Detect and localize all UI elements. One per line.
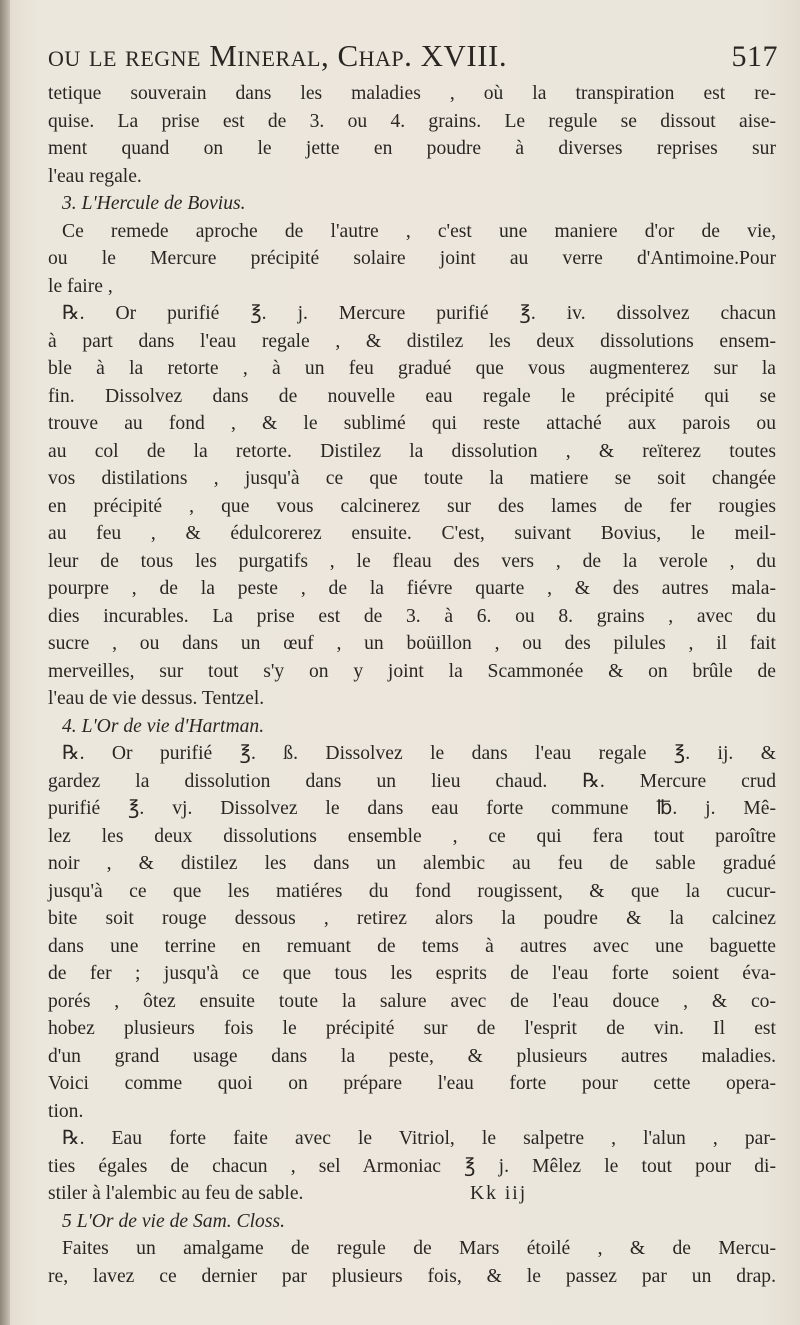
- text-line: sucre , ou dans un œuf , un boüillon , ou des pilules , il fait: [48, 633, 776, 654]
- text-line: l'eau de vie dessus. Tentzel.: [48, 688, 265, 709]
- text-line: tion.: [48, 1100, 84, 1122]
- text-line: dies incurables. La prise est de 3. à 6. ou 8. grains , avec du: [48, 605, 776, 627]
- text-line: de fer ; jusqu'à ce que tous les esprits de l'eau forte soient éva-: [48, 963, 776, 984]
- text-line: Ce remede aproche de l'autre , c'est une maniere d'or de vie,: [62, 220, 776, 242]
- text-line: tetique souverain dans les maladies , où la transpiration est re-: [48, 83, 776, 104]
- page-number: 517: [731, 40, 778, 73]
- signature-mark: Kk iij: [470, 1183, 528, 1204]
- text-line: au col de la retorte. Distilez la dissolution , & reïterez toutes: [48, 440, 776, 462]
- text-line: en précipité , que vous calcinerez sur des lames de fer rougies: [48, 495, 776, 517]
- text-line: ℞. Eau forte faite avec le Vitriol, le salpetre , l'alun , par-: [62, 1128, 776, 1149]
- text-line: ties égales de chacun , sel Armoniac ℥ j. Mêlez le tout pour di-: [48, 1155, 776, 1177]
- page-gutter: [0, 0, 10, 1325]
- text-line: ℞. Or purifié ℥. j. Mercure purifié ℥. iv. dissolvez chacun: [62, 303, 776, 324]
- text-line: stiler à l'alembic au feu de sable.: [48, 1183, 304, 1204]
- text-line: leur de tous les purgatifs , le fleau des vers , de la verole , du: [48, 550, 776, 572]
- text-line: ble à la retorte , à un feu gradué que vous augmenterez sur la: [48, 358, 776, 379]
- text-line: pourpre , de la peste , de la fiévre quarte , & des autres mala-: [48, 578, 776, 599]
- text-line: purifié ℥. vj. Dissolvez le dans eau forte commune ℔. j. Mê-: [48, 798, 776, 819]
- running-header: [48, 38, 778, 74]
- text-line: Faites un amalgame de regule de Mars étoilé , & de Mercu-: [62, 1238, 776, 1259]
- text-line: lez les deux dissolutions ensemble , ce qui fera tout paroître: [48, 825, 776, 847]
- text-line: 5 L'Or de vie de Sam. Closs.: [62, 1210, 285, 1232]
- text-line: le faire ,: [48, 275, 113, 297]
- text-line: ou le Mercure précipité solaire joint au verre d'Antimoine.Pour: [48, 248, 776, 269]
- text-line: ment quand on le jette en poudre à diverses reprises sur: [48, 138, 776, 159]
- text-line: re, lavez ce dernier par plusieurs fois, & le passez par un drap.: [48, 1265, 776, 1287]
- text-line: noir , & distilez les dans un alembic au feu de sable gradué: [48, 853, 776, 874]
- text-line: l'eau regale.: [48, 165, 142, 187]
- text-line: fin. Dissolvez dans de nouvelle eau regale le précipité qui se: [48, 385, 776, 407]
- text-line: merveilles, sur tout s'y on y joint la Scammonée & on brûle de: [48, 660, 776, 682]
- text-line: hobez plusieurs fois le précipité sur de l'esprit de vin. Il est: [48, 1018, 776, 1039]
- text-line: 3. L'Hercule de Bovius.: [62, 193, 246, 214]
- text-line: gardez la dissolution dans un lieu chaud. ℞. Mercure crud: [48, 770, 776, 792]
- running-title: ou le regne Mineral, Chap. XVIII.: [48, 38, 508, 73]
- text-line: dans une terrine en remuant de tems à autres avec une baguette: [48, 935, 776, 957]
- text-line: au feu , & édulcorerez ensuite. C'est, suivant Bovius, le meil-: [48, 523, 776, 544]
- text-line: d'un grand usage dans la peste, & plusieurs autres maladies.: [48, 1045, 776, 1067]
- text-line: porés , ôtez ensuite toute la salure avec de l'eau douce , & co-: [48, 990, 776, 1012]
- text-line: à part dans l'eau regale , & distilez les deux dissolutions ensem-: [48, 330, 776, 352]
- text-line: jusqu'à ce que les matiéres du fond rougissent, & que la cucur-: [48, 880, 776, 902]
- text-line: vos distilations , jusqu'à ce que toute la matiere se soit changée: [48, 468, 776, 489]
- text-line: quise. La prise est de 3. ou 4. grains. Le regule se dissout aise-: [48, 110, 776, 132]
- text-line: trouve au fond , & le sublimé qui reste attaché aux parois ou: [48, 413, 776, 434]
- text-line: bite soit rouge dessous , retirez alors la poudre & la calcinez: [48, 908, 776, 929]
- body-text: [48, 80, 776, 1290]
- text-line: ℞. Or purifié ℥. ß. Dissolvez le dans l'eau regale ℥. ij. &: [62, 743, 776, 764]
- text-line: Voici comme quoi on prépare l'eau forte pour cette opera-: [48, 1073, 776, 1094]
- text-line: 4. L'Or de vie d'Hartman.: [62, 715, 265, 737]
